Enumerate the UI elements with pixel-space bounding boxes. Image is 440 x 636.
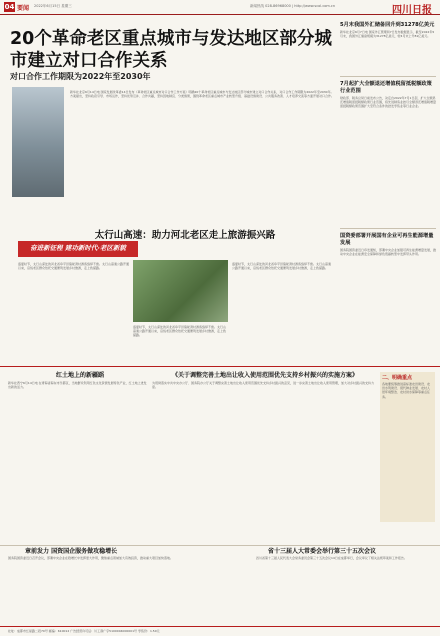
congress-body: 四川省第十三届人民代表大会常务委员会第三十五次会议14日在成都举行，会议审议了相关法规草案和工作报告。 (256, 556, 407, 560)
lead-photo (12, 87, 64, 197)
masthead (0, 0, 440, 15)
pullquote-title: 二、明确重点 (382, 375, 413, 381)
pullquote-body: 各地要统筹推进高标准农田建设、农田水利建设、现代种业发展、农村人居环境整治、农村供水保障等重点任务。 (382, 382, 431, 399)
brief-body: 国务院国资委近日印发通知，部署中央企业加强可再生能源增量发展，推动中央企业在能源安全保障和绿色低碳转型中发挥带头作用。 (340, 248, 436, 257)
soe-body: 国务院国资委近日召开会议，部署中央企业在稳增长中发挥更大作用，聚焦重点领域加大有效投资，推动重大项目加快落地。 (8, 556, 174, 560)
lead-photo-image (12, 87, 64, 197)
taihang-body: 盛夏时节，太行山深处的河北省阜平县骆驼湾村游客络绎不绝。太行山高速公路开通以来，沿线老区群众依托交通便利发展乡村旅游，走上致富路。 (18, 262, 130, 271)
taihang-headline: 太行山高速：助力河北老区走上旅游振兴路 (94, 230, 276, 241)
hotline: 新闻热线 028-86968000 | http://www.scol.com.cn (250, 4, 336, 8)
congress-headline: 省十三届人大常委会举行第三十五次会议 (267, 548, 376, 555)
paper-logo: 四川日报 (392, 5, 432, 16)
gov-plan-body: 为贯彻落实中共中央办公厅、国务院办公厅关于调整完善土地出让收入使用范围优先支持乡村振兴的意见，进一步完善土地出让收入使用管理，加大对乡村振兴的支持力度。 (152, 381, 375, 390)
pullquote-box (380, 372, 435, 522)
tiger-headline: 红土地上的新疆蹈 (55, 372, 104, 379)
brief-column (340, 18, 436, 348)
tiger-body: 新华社西宁6月14日电 在青海省海东市乐都区，当地群众利用红色文化资源发展特色产业，红土地上迸发出新的活力。 (8, 381, 147, 390)
banner-text: 奋进新征程 建功新时代·老区新貌 (30, 244, 126, 252)
lead-body: 新华社北京6月14日电 国家发展改革委14日发布《革命老区重点城市对口合作工作方案》明确20个革命老区重点城市与发达地区部分城市建立对口合作关系，对口合作工作期限为2022年至2030年。方案提出，坚持政府引导、市场运作，坚持优势互补、合作共赢，坚持因地制宜、分类施策，围绕革命老区重点城市产业转型升级、基础设施建设、公共服务改善、人才培养交流等方面开展对口合作。 (70, 90, 335, 99)
section-name: 要闻 (17, 5, 30, 12)
taihang-body-cont: 盛夏时节，太行山深处的河北省阜平县骆驼湾村游客络绎不绝。太行山高速公路开通以来，沿线老区群众依托交通便利发展乡村旅游，走上致富路。 (133, 325, 227, 338)
lead-headline: 20个革命老区重点城市与发达地区部分城市建立对口合作关系 (10, 29, 332, 71)
divider (340, 76, 436, 77)
gov-plan-headline: 《关于调整完善土地出让收入使用范围优先支持乡村振兴的实施方案》 (171, 372, 358, 379)
brief-title: 5月末我国外汇储备回升到31278亿美元 (340, 22, 435, 28)
issue-date: 2022年6月15日 星期三 (34, 4, 72, 8)
brief-body: 财政部、税务总局日前发布公告，决定自2022年7月1日起，扩大全额退还增值税留抵税额政策行业范围，将先进制造业按月全额退还增值税增量留抵税额政策范围扩大至符合条件的批发零售业等行业企业。 (340, 96, 436, 109)
brief-body: 新华社北京6月7日电 国家外汇管理局7日发布数据显示，截至2022年5月末，我国外汇储备规模为31278亿美元，较4月末上升81亿美元。 (340, 30, 435, 39)
column-banner (18, 241, 138, 257)
lead-subheadline: 对口合作工作期限为2022年至2030年 (10, 72, 151, 81)
soe-headline: 章前发力 国资国企服务做攻稳增长 (25, 548, 118, 555)
taihang-photo (133, 260, 228, 322)
footer-text: 社址：成都市红星路二段70号 邮编：610012 广告经营许可证：川工商广字5100004000001号 零售价：1.50元 (8, 629, 160, 633)
divider (0, 366, 440, 367)
taihang-body-col2: 盛夏时节，太行山深处的河北省阜平县骆驼湾村游客络绎不绝。太行山高速公路开通以来，沿线老区群众依托交通便利发展乡村旅游，走上致富路。 (232, 262, 332, 271)
brief-title: 7月起扩大全额退还增值税留抵税额政策行业范围 (340, 81, 432, 94)
brief-title: 国资委部署开展国有企业可再生能源增量发展 (340, 233, 434, 246)
divider (340, 228, 436, 229)
page-number: 04 (4, 3, 15, 11)
